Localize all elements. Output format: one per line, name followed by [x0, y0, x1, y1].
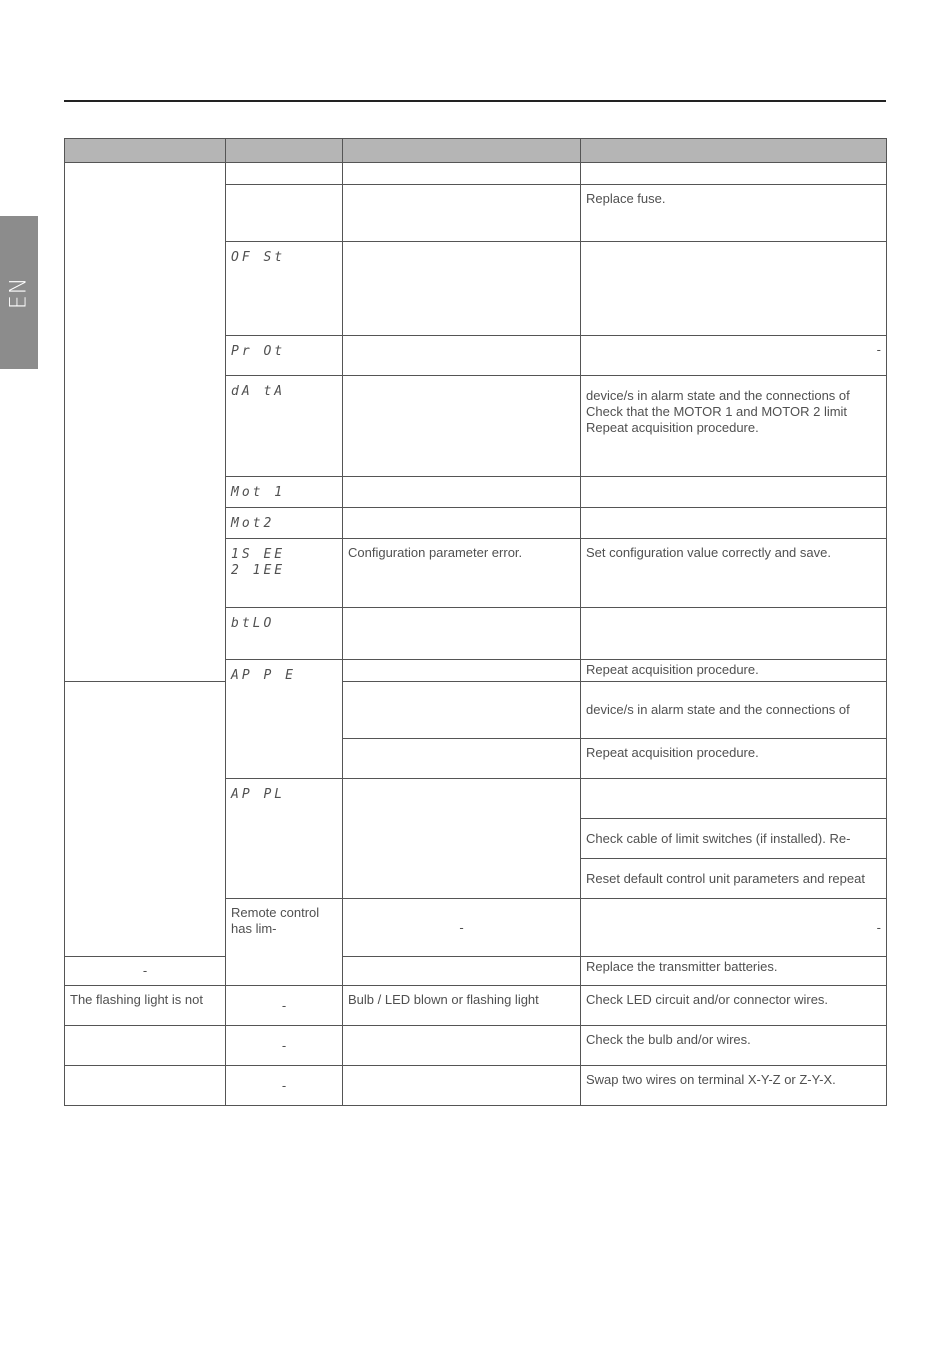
solution-cell — [581, 376, 887, 477]
solution-cell — [581, 779, 887, 819]
display-code: AP PL — [226, 779, 343, 899]
cause-cell — [343, 779, 581, 899]
cause-cell — [343, 185, 581, 242]
solution-cell: Replace fuse. — [581, 185, 887, 242]
header-code — [226, 139, 343, 163]
problem-cell: The flashing light is not — [65, 986, 226, 1026]
header-problem — [65, 139, 226, 163]
cause-cell — [343, 376, 581, 477]
cause-cell — [343, 660, 581, 682]
cause-cell — [343, 1026, 581, 1066]
table-row — [65, 163, 887, 185]
display-code: Mot 1 — [226, 477, 343, 508]
problem-cell — [65, 682, 226, 957]
solution-cell: Replace the transmitter batteries. — [581, 957, 887, 986]
code-cell: - — [226, 1026, 343, 1066]
solution-cell — [581, 242, 887, 336]
display-code — [226, 539, 343, 608]
problem-cell — [65, 163, 226, 682]
display-code: btLO — [226, 608, 343, 660]
problem-cell — [65, 1066, 226, 1106]
code-cell — [226, 185, 343, 242]
problem-cell: Remote control has lim- — [226, 899, 343, 986]
display-code: Mot2 — [226, 508, 343, 539]
solution-cell: Check cable of limit switches (if installed). Re- — [581, 819, 887, 859]
cause-cell — [343, 957, 581, 986]
display-code-line: 1S EE — [231, 547, 286, 562]
cause-cell — [343, 508, 581, 539]
table-row — [65, 1066, 887, 1106]
code-cell — [226, 163, 343, 185]
solution-cell: Swap two wires on terminal X-Y-Z or Z-Y-X. — [581, 1066, 887, 1106]
display-code: OF St — [226, 242, 343, 336]
cause-cell — [343, 739, 581, 779]
solution-line: Repeat acquisition procedure. — [586, 420, 759, 435]
solution-cell — [581, 477, 887, 508]
solution-cell: Repeat acquisition procedure. — [581, 660, 887, 682]
header-cause — [343, 139, 581, 163]
language-tab-label: EN — [6, 276, 32, 309]
cause-cell — [343, 608, 581, 660]
solution-cell: Repeat acquisition procedure. — [581, 739, 887, 779]
code-cell: - — [65, 957, 226, 986]
cause-cell — [343, 477, 581, 508]
solution-cell — [581, 608, 887, 660]
table-row — [65, 1026, 887, 1066]
cause-cell — [343, 682, 581, 739]
top-rule — [64, 100, 886, 102]
cause-cell — [343, 1066, 581, 1106]
cause-cell: Configuration parameter error. — [343, 539, 581, 608]
solution-cell — [581, 508, 887, 539]
header-solution — [581, 139, 887, 163]
language-tab — [0, 216, 38, 369]
code-cell: - — [226, 1066, 343, 1106]
display-code-line: 2 1EE — [231, 563, 286, 578]
solution-line: device/s in alarm state and the connections of — [586, 388, 850, 403]
display-code: AP P E — [226, 660, 343, 779]
solution-cell: Set configuration value correctly and save. — [581, 539, 887, 608]
display-code: Pr Ot — [226, 336, 343, 376]
table-row — [65, 957, 887, 986]
cause-cell — [343, 336, 581, 376]
troubleshooting-table — [64, 138, 887, 1106]
problem-cell — [65, 1026, 226, 1066]
cause-cell — [343, 163, 581, 185]
cause-cell — [343, 242, 581, 336]
solution-cell: device/s in alarm state and the connections of — [581, 682, 887, 739]
solution-cell — [581, 163, 887, 185]
solution-cell: Check the bulb and/or wires. — [581, 1026, 887, 1066]
table-row — [65, 986, 887, 1026]
code-cell: - — [343, 899, 581, 957]
solution-cell: Check LED circuit and/or connector wires. — [581, 986, 887, 1026]
solution-cell: - — [581, 336, 887, 376]
code-cell: - — [226, 986, 343, 1026]
cause-cell: Bulb / LED blown or flashing light — [343, 986, 581, 1026]
table-header-row — [65, 139, 887, 163]
table-row — [65, 682, 887, 739]
solution-line: Check that the MOTOR 1 and MOTOR 2 limit — [586, 404, 848, 419]
solution-cell: Reset default control unit parameters and repeat — [581, 859, 887, 899]
cause-cell: - — [581, 899, 887, 957]
display-code: dA tA — [226, 376, 343, 477]
